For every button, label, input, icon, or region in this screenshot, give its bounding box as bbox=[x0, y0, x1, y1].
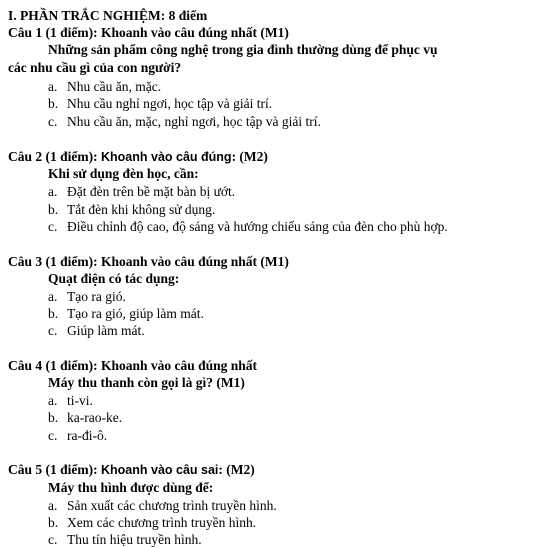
question-4-stem: Máy thu thanh còn gọi là gì? (M1) bbox=[48, 375, 245, 390]
option-text: Tạo ra gió. bbox=[67, 289, 126, 304]
option-key: b. bbox=[48, 515, 59, 530]
option-text: Điều chỉnh độ cao, độ sáng và hướng chiếu sáng của đèn cho phù hợp. bbox=[67, 219, 448, 234]
option-key: b. bbox=[48, 410, 59, 425]
option-key: a. bbox=[48, 79, 58, 94]
question-3-option-a[interactable] bbox=[48, 288, 126, 305]
option-text: ti-vi. bbox=[67, 393, 93, 408]
question-1-option-a[interactable] bbox=[48, 78, 161, 95]
question-5-stem: Máy thu hình được dùng để: bbox=[48, 480, 214, 495]
question-3-option-c[interactable] bbox=[48, 322, 145, 339]
question-3-label: Câu 3 (1 điểm): Khoanh vào câu đúng nhất (M1) bbox=[8, 254, 289, 269]
question-5-label-tail: : (M2) bbox=[218, 462, 255, 477]
question-2-label bbox=[8, 148, 268, 165]
question-3-stem: Quạt điện có tác dụng: bbox=[48, 271, 180, 286]
option-text: ra-đi-ô. bbox=[67, 428, 108, 443]
option-key: b. bbox=[48, 202, 59, 217]
question-4-option-b[interactable] bbox=[48, 409, 122, 426]
question-1-label: Câu 1 (1 điểm): Khoanh vào câu đúng nhất (M1) bbox=[8, 25, 289, 40]
question-5-label-head: Câu 5 (1 điểm): bbox=[8, 462, 101, 477]
question-1-option-b[interactable] bbox=[48, 95, 272, 112]
question-2-option-c[interactable] bbox=[48, 218, 448, 235]
question-5-option-b[interactable] bbox=[48, 514, 256, 531]
option-text: Nhu cầu ăn, mặc, nghỉ ngơi, học tập và giải trí. bbox=[67, 114, 321, 129]
option-text: Thu tín hiệu truyền hình. bbox=[67, 532, 202, 547]
option-text: Nhu cầu nghỉ ngơi, học tập và giải trí. bbox=[67, 96, 273, 111]
question-2-stem: Khi sử dụng đèn học, cần: bbox=[48, 166, 199, 181]
question-5-label-instruction: Khoanh vào câu sai bbox=[101, 463, 219, 477]
question-2-label-instruction: Khoanh vào câu đúng bbox=[101, 150, 232, 164]
question-5-option-c[interactable] bbox=[48, 531, 202, 548]
question-1-stem-line1: Những sản phẩm công nghệ trong gia đình thường dùng để phục vụ bbox=[48, 42, 438, 57]
option-text: Đặt đèn trên bề mặt bàn bị ướt. bbox=[67, 184, 236, 199]
question-3-option-b[interactable] bbox=[48, 305, 204, 322]
question-4-label: Câu 4 (1 điểm): Khoanh vào câu đúng nhất bbox=[8, 358, 258, 373]
question-2-option-b[interactable] bbox=[48, 201, 215, 218]
option-key: a. bbox=[48, 393, 58, 408]
option-key: c. bbox=[48, 323, 58, 338]
option-text: Giúp làm mát. bbox=[67, 323, 145, 338]
option-key: c. bbox=[48, 532, 58, 547]
option-key: c. bbox=[48, 428, 58, 443]
option-text: Tắt đèn khi không sử dụng. bbox=[67, 202, 216, 217]
option-text: Tạo ra gió, giúp làm mát. bbox=[67, 306, 204, 321]
question-2-label-head: Câu 2 (1 điểm): bbox=[8, 149, 101, 164]
question-1-option-c[interactable] bbox=[48, 113, 321, 130]
question-5-label bbox=[8, 461, 255, 478]
option-text: ka-rao-ke. bbox=[67, 410, 123, 425]
option-key: a. bbox=[48, 289, 58, 304]
question-4-option-c[interactable] bbox=[48, 427, 107, 444]
section-title: I. PHẦN TRẮC NGHIỆM: 8 điểm bbox=[8, 8, 208, 23]
option-text: Sản xuất các chương trình truyền hình. bbox=[67, 498, 277, 513]
option-key: b. bbox=[48, 96, 59, 111]
option-key: c. bbox=[48, 114, 58, 129]
question-1-stem-line2: các nhu cầu gì của con người? bbox=[8, 60, 182, 75]
option-text: Xem các chương trình truyền hình. bbox=[67, 515, 257, 530]
option-key: a. bbox=[48, 184, 58, 199]
question-2-label-tail: : (M2) bbox=[231, 149, 268, 164]
option-text: Nhu cầu ăn, mặc. bbox=[67, 79, 162, 94]
option-key: c. bbox=[48, 219, 58, 234]
question-2-option-a[interactable] bbox=[48, 183, 235, 200]
question-5-option-a[interactable] bbox=[48, 497, 277, 514]
option-key: b. bbox=[48, 306, 59, 321]
question-4-option-a[interactable] bbox=[48, 392, 93, 409]
option-key: a. bbox=[48, 498, 58, 513]
